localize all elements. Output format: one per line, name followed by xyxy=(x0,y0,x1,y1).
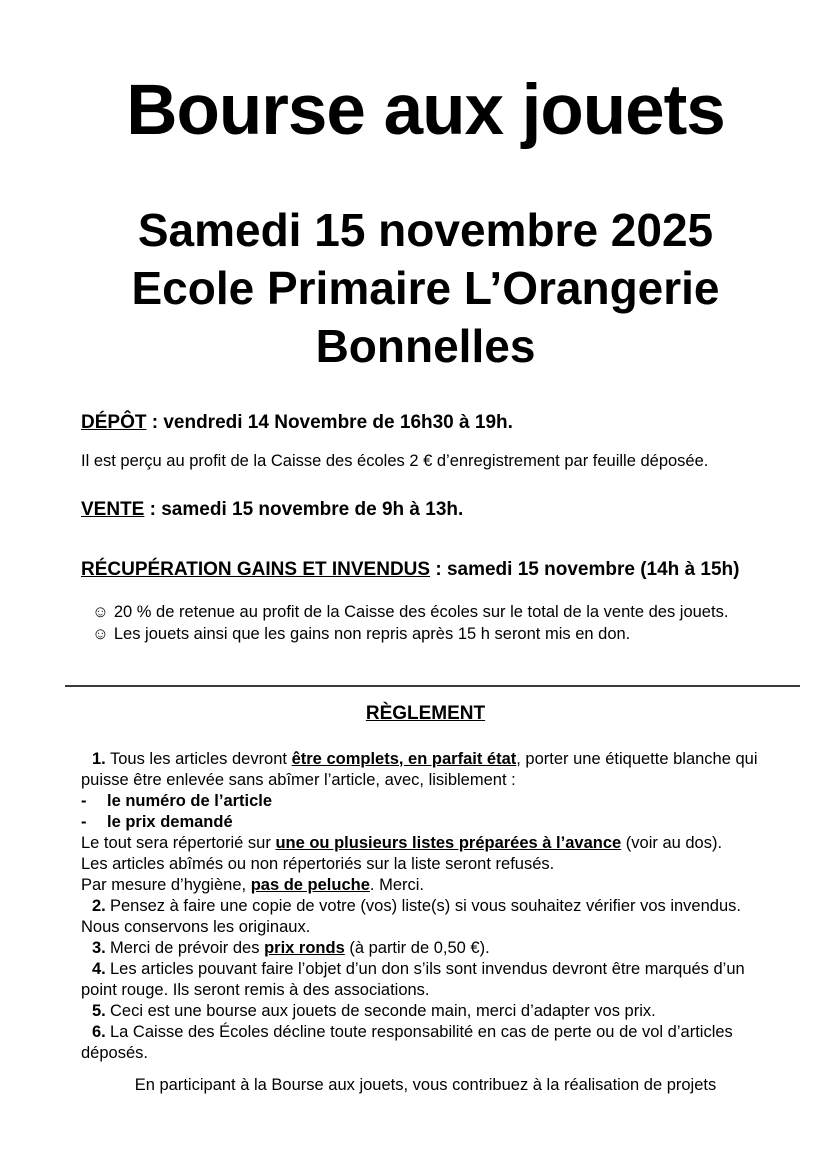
rule-text: Les articles pouvant faire l’objet d’un don s’ils sont invendus devront être marqués d’un point rouge. Ils seront remis à des associations. xyxy=(81,959,745,999)
rule-3 xyxy=(81,938,770,959)
rule-text-emphasis: être complets, en parfait état xyxy=(291,749,517,768)
rule-text: . Merci. xyxy=(369,875,424,894)
rule-text-emphasis: pas de peluche xyxy=(250,875,370,894)
footer-note: En participant à la Bourse aux jouets, vous contribuez à la réalisation de projets xyxy=(134,1075,717,1094)
rule-text: Merci de prévoir des xyxy=(110,938,265,957)
vente-label: VENTE xyxy=(81,498,145,520)
dash-item-text: le numéro de l’article xyxy=(107,791,273,810)
bullet-text: Les jouets ainsi que les gains non repris après 15 h seront mis en don. xyxy=(113,624,631,643)
dash-item-numero xyxy=(81,791,770,812)
rule-hygiene xyxy=(81,875,770,896)
smiley-icon: ☺ xyxy=(92,624,109,643)
event-subtitle xyxy=(81,202,770,376)
dash-marker: - xyxy=(81,791,87,810)
rule-text: Ceci est une bourse aux jouets de seconde main, merci d’adapter vos prix. xyxy=(110,1001,656,1020)
smiley-icon: ☺ xyxy=(92,602,109,621)
bullet-item-don xyxy=(92,623,770,645)
rule-text: Tous les articles devront xyxy=(110,749,292,768)
dash-item-prix xyxy=(81,812,770,833)
rule-number: 2. xyxy=(92,896,106,915)
rule-5 xyxy=(81,1001,770,1022)
reglement-heading xyxy=(81,703,770,725)
rule-text: Par mesure d’hygiène, xyxy=(81,875,251,894)
main-title: Bourse aux jouets xyxy=(126,71,725,150)
section-divider xyxy=(65,685,800,687)
vente-heading xyxy=(81,499,770,521)
vente-details: : samedi 15 novembre de 9h à 13h. xyxy=(144,498,464,520)
dash-item-text: le prix demandé xyxy=(107,812,233,831)
rule-number: 3. xyxy=(92,938,106,957)
recuperation-label: RÉCUPÉRATION GAINS ET INVENDUS xyxy=(81,558,431,580)
rule-1 xyxy=(81,749,770,791)
rule-text: , porter une étiquette blanche qui puisse être enlevée sans abîmer l’article, avec, lisiblement : xyxy=(81,749,758,789)
rule-number: 1. xyxy=(92,749,106,768)
rule-2 xyxy=(81,896,770,938)
rule-text: Le tout sera répertorié sur xyxy=(81,833,276,852)
recuperation-heading xyxy=(81,559,770,581)
dash-marker: - xyxy=(81,812,87,831)
depot-heading xyxy=(81,412,770,434)
subtitle-line-date: Samedi 15 novembre 2025 xyxy=(137,203,714,256)
rule-text: (voir au dos). xyxy=(621,833,723,852)
rule-4 xyxy=(81,959,770,1001)
depot-details: : vendredi 14 Novembre de 16h30 à 19h. xyxy=(146,411,513,433)
rule-6 xyxy=(81,1022,770,1064)
bullet-item-retenue xyxy=(92,601,770,623)
depot-note: Il est perçu au profit de la Caisse des écoles 2 € d’enregistrement par feuille déposée. xyxy=(81,451,709,470)
reglement-rules xyxy=(81,749,770,1064)
bullet-text: 20 % de retenue au profit de la Caisse des écoles sur le total de la vente des jouets. xyxy=(113,602,729,621)
recuperation-details: : samedi 15 novembre (14h à 15h) xyxy=(430,558,740,580)
subtitle-line-city: Bonnelles xyxy=(315,319,536,372)
rule-number: 5. xyxy=(92,1001,106,1020)
rule-number: 4. xyxy=(92,959,106,978)
reglement-heading-text: RÈGLEMENT xyxy=(365,702,486,724)
subtitle-line-location: Ecole Primaire L’Orangerie xyxy=(131,261,720,314)
rule-text: (à partir de 0,50 €). xyxy=(344,938,490,957)
rule-text: La Caisse des Écoles décline toute responsabilité en cas de perte ou de vol d’articles déposés. xyxy=(81,1022,733,1062)
rule-text: Pensez à faire une copie de votre (vos) liste(s) si vous souhaitez vérifier vos invendus. Nous conservons les originaux. xyxy=(81,896,741,936)
rule-refuses: Les articles abîmés ou non répertoriés sur la liste seront refusés. xyxy=(81,854,555,873)
rule-text-emphasis: prix ronds xyxy=(264,938,345,957)
rule-number: 6. xyxy=(92,1022,106,1041)
depot-label: DÉPÔT xyxy=(81,411,147,433)
rule-listes xyxy=(81,833,770,854)
recuperation-bullet-list xyxy=(81,601,770,645)
rule-text-emphasis: une ou plusieurs listes préparées à l’avance xyxy=(275,833,622,852)
